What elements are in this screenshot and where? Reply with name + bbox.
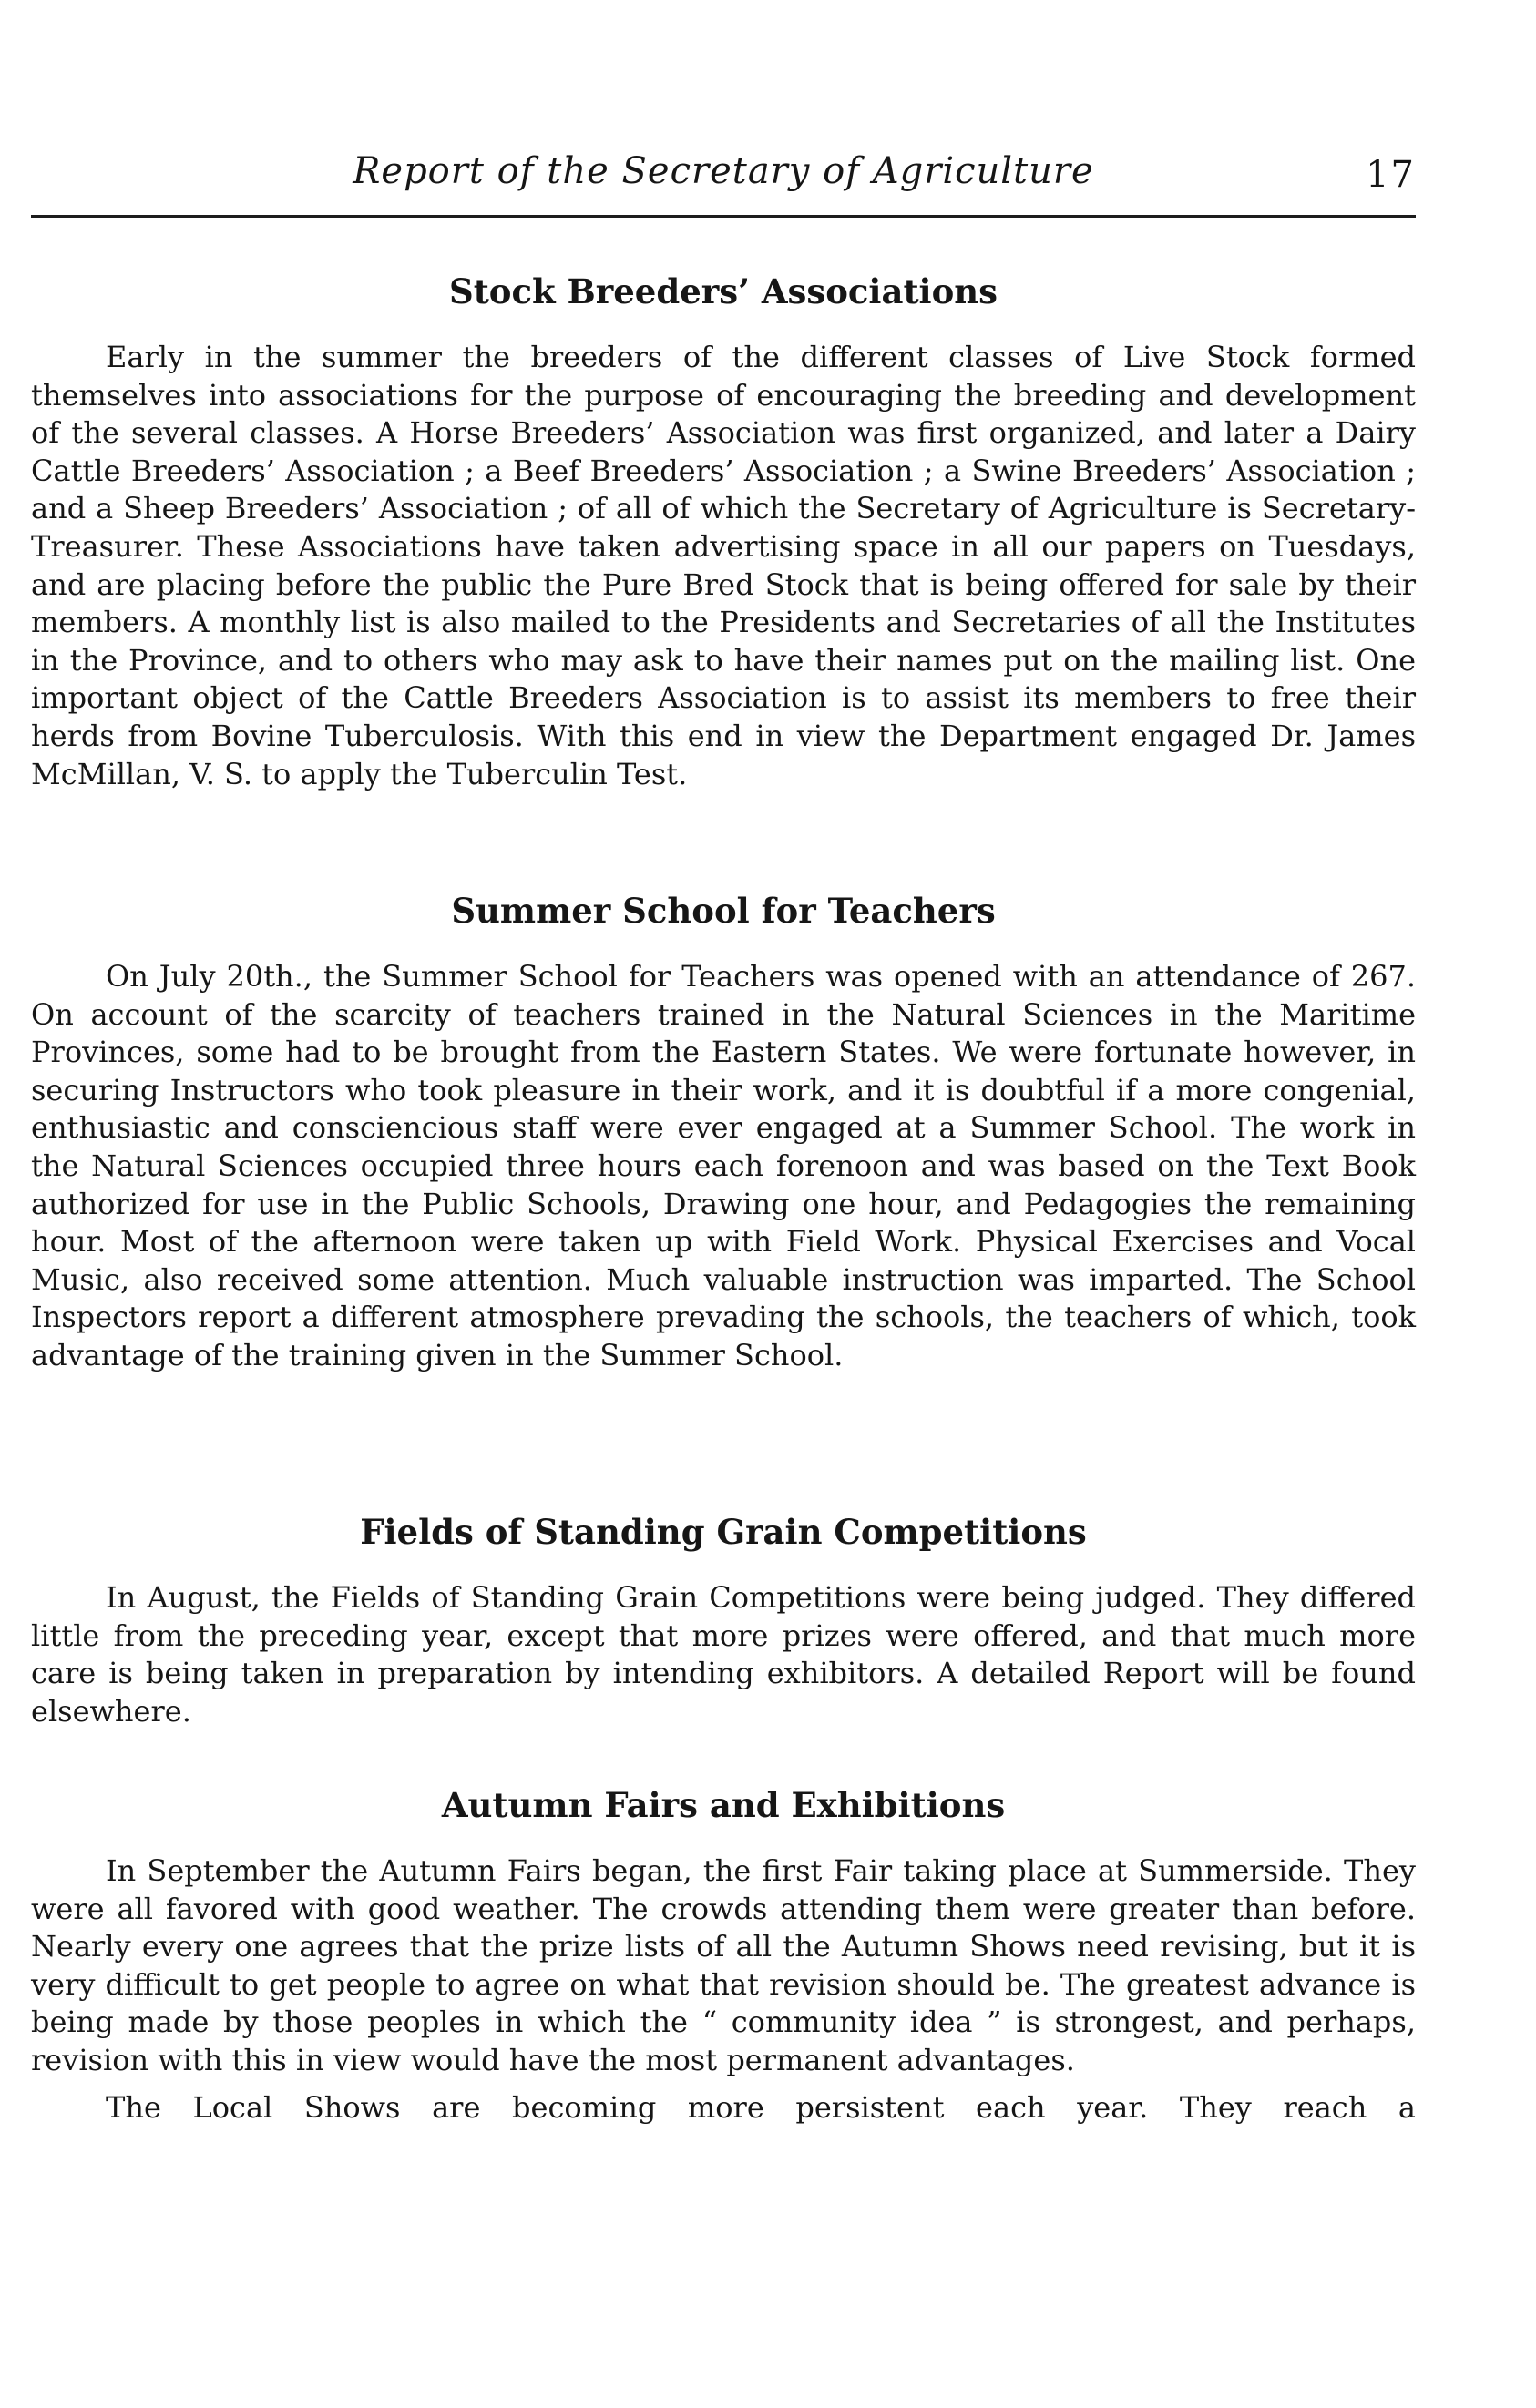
running-title: Report of the Secretary of Agriculture bbox=[353, 150, 1094, 192]
paragraph: The Local Shows are becoming more persistent each year. They reach a bbox=[106, 2089, 1416, 2125]
section-autumn-fairs bbox=[31, 1780, 1416, 2127]
document-page bbox=[31, 0, 1416, 2408]
paragraph: Early in the summer the breeders of the different classes of Live Stock formed themselves into associations for the purpose of encouraging the breeding and development of the several classes. A Horse Breeders’ Association was first organized, and later a Dairy Cattle Breeders’ Association ; a Beef Breeders’ Association ; a Swine Breeders’ Association ; and a Sheep Breeders’ Association ; of all of which the Secretary of Agriculture is Secretary-Treasurer. These Associations have taken advertising space in all our papers on Tuesdays, and are placing before the public the Pure Bred Stock that is being offered for sale by their members. A monthly list is also mailed to the Presidents and Secretaries of all the Institutes in the Province, and to others who may ask to have their names put on the mailing list. One important object of the Cattle Breeders Association is to assist its members to free their herds from Bovine Tuberculosis. With this end in view the Department engaged Dr. James McMillan, V. S. to apply the Tuberculin Test. bbox=[31, 340, 1416, 791]
section-standing-grain bbox=[31, 1506, 1416, 1730]
running-header bbox=[31, 146, 1416, 204]
section-heading: Fields of Standing Grain Competitions bbox=[360, 1512, 1087, 1552]
page-number: 17 bbox=[1366, 154, 1416, 196]
paragraph: In September the Autumn Fairs began, the first Fair taking place at Summerside. They were all favored with good weather. The crowds attending them were greater than before. Nearly every one agrees that the prize lists of all the Autumn Shows need revising, but it is very difficult to get people to agree on what that revision should be. The greatest advance is being made by those peoples in which the “ community idea ” is strongest, and perhaps, revision with this in view would have the most permanent advantages. bbox=[31, 1853, 1416, 2077]
section-heading: Stock Breeders’ Associations bbox=[448, 271, 998, 311]
section-summer-school bbox=[31, 885, 1416, 1375]
paragraph: On July 20th., the Summer School for Teachers was opened with an attendance of 267. On account of the scarcity of teachers trained in the Natural Sciences in the Maritime Provinces, some had to be brought from the Eastern States. We were fortunate however, in securing Instructors who took pleasure in their work, and it is doubtful if a more congenial, enthusiastic and consciencious staff were ever engaged at a Summer School. The work in the Natural Sciences occupied three hours each forenoon and was based on the Text Book authorized for use in the Public Schools, Drawing one hour, and Pedagogies the remaining hour. Most of the afternoon were taken up with Field Work. Physical Exercises and Vocal Music, also received some attention. Much valuable instruction was imparted. The School Inspectors report a different atmosphere prevading the schools, the teachers of which, took advantage of the training given in the Summer School. bbox=[31, 959, 1416, 1372]
header-rule bbox=[31, 215, 1416, 218]
section-heading: Autumn Fairs and Exhibitions bbox=[441, 1785, 1006, 1825]
section-stock-breeders bbox=[31, 266, 1416, 793]
paragraph: In August, the Fields of Standing Grain Competitions were being judged. They differed little from the preceding year, except that more prizes were offered, and that much more care is being taken in preparation by intending exhibitors. A detailed Report will be found elsewhere. bbox=[31, 1580, 1416, 1729]
section-heading: Summer School for Teachers bbox=[451, 891, 996, 931]
